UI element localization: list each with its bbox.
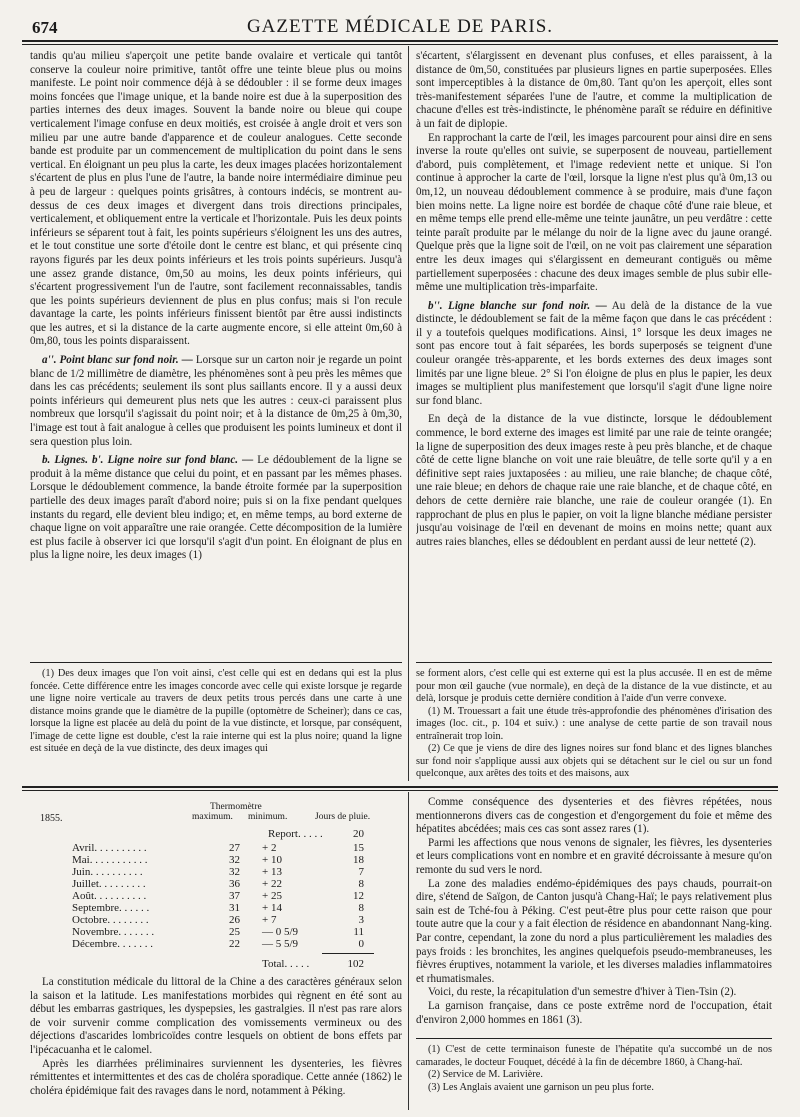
- footnote: (1) Des deux images que l'on voit ainsi, c'est celle qui est en dedans qui est la plus foncée. Cette différence entre les images concorde avec celle qui existe lorsque je regarde une ligne noire verticale au travers de deux petits trous percés dans une carte à une distance moins grande que le diamètre de la pupille (optomètre de Scheiner); dans ce cas, lorsque la ligne est placée au delà du point de la vue distincte, et lorsque, par conséquent, l'image de cette ligne est double, c'est la raie interne qui est la plus noire; quand la ligne est située en deçà de la vue distincte, des deux images qui: [30, 668, 402, 754]
- footnote: (2) Service de M. Larivière.: [428, 1069, 543, 1080]
- min-temp: + 2: [262, 842, 277, 854]
- paragraph: La garnison française, dans ce poste extrême nord de l'occupation, était d'environ 2,000 hommes en 1861 (3).: [416, 999, 772, 1026]
- min-temp: + 22: [262, 878, 282, 890]
- paragraph: Lorsque sur un carton noir je regarde un point blanc de 1/2 millimètre de diamètre, les phénomènes sont à peu près les mêmes que dans les cas précédents; seulement ils sont plus saillants encore. Il y a aussi deux points inférieurs qui demeurent plus nets que les autres : ceux-ci paraissent plus nombreux que lorsqu'il s'agissait du point noir; et à la distance de 0m,25 à 0m,30, l'image est tout à fait analogue à celles que produisent les points lumineux et dont il sera question plus loin.: [30, 354, 402, 448]
- column-divider-lower: [408, 792, 409, 1110]
- table-row: [40, 866, 390, 878]
- footnote: se forment alors, c'est celle qui est externe qui est la plus accusée. Il en est de même pour mon œil gauche (vue normale), en deçà de la distance de la vue distincte, et au delà, lorsque je produis cette dernière condition à l'aide d'un verre convexe.: [416, 668, 772, 704]
- table-total-row: [40, 958, 390, 970]
- subheading: a''. Point blanc sur fond noir. —: [42, 354, 193, 367]
- footnote: (1) M. Trouessart a fait une étude très-approfondie des phénomènes d'irisation des images (loc. cit., p. 104 et suiv.) : une analyse de cette partie de son travail nous entraînerait trop loin.: [416, 705, 772, 742]
- month: Octobre. . . . . . . .: [72, 914, 149, 926]
- paragraph: tandis qu'au milieu s'aperçoit une petite bande ovalaire et verticale qui tantôt conserve la couleur noire primitive, tantôt offre une teinte bleue plus ou moins manifeste. Le point noir commence déjà à se dédoubler : il se forme deux images moins foncées que l'image unique, et la bande noire est due à la superposition des parties internes des deux images. Souvent la bande noire ou bleue qui coupe verticalement l'image confuse en deux moitiés, est croisée à angle droit et vers son milieu par une autre bande d'apparence et de couleur analogues. Cette seconde bande est produite par un commencement de multiplication du point dans le sens vertical. En éloignant un peu plus la carte, les deux images placées horizontalement s'écartent de plus en plus l'une de l'autre, la bande noire intermédiaire diminue peu à peu de largeur : quelques points grisâtres, à contours indécis, se montrent au-dessus de ces deux images et divergent dans trois directions principales, verticalement, et obliquement entre la verticale et l'horizontale. Puis les deux points inférieurs se séparent tout à fait, les points supérieurs s'éloignent les uns des autres, et le tout constitue une sorte d'étoile dont le centre est blanc, et qui présente cinq rayons figurés par les deux points inférieurs et les trois points supérieurs. Jusqu'à une assez grande distance, 0m,50 au moins, les deux points inférieurs, qui s'écartent progressivement l'un de l'autre, sont facilement reconnaissables, tandis que les points supérieurs deviennent de plus en plus confus; mais si l'on recule davantage la carte, les points inférieurs finissent bientôt par être aussi indistincts que les autres, et si la distance de la carte augmente encore, si elle atteint 0m,60 à 0m,80, tous les points disparaissent.: [30, 50, 402, 348]
- month: Août. . . . . . . . . .: [72, 890, 147, 902]
- journal-title: GAZETTE MÉDICALE DE PARIS.: [246, 16, 554, 37]
- min-temp: + 10: [262, 854, 282, 866]
- paragraph: Voici, du reste, la récapitulation d'un semestre d'hiver à Tien-Tsin (2).: [428, 986, 737, 999]
- page-header: [22, 12, 778, 40]
- report-label: Report. . . . .: [268, 828, 323, 840]
- table-year: 1855.: [40, 813, 63, 824]
- month: Novembre. . . . . . .: [72, 926, 155, 938]
- subheading: b'. Ligne noire sur fond blanc. —: [92, 454, 254, 467]
- footnote: (1) C'est de cette terminaison funeste de l'hépatite qu'a succombé un de nos camarades, le docteur Fouquet, décédé à la fin de décembre 1860, à Chang-haï.: [416, 1044, 772, 1068]
- rain-days: 7: [358, 866, 364, 878]
- rain-days: 15: [353, 842, 364, 854]
- paragraph: La constitution médicale du littoral de la Chine a des caractères généraux selon la saison et la latitude. Les manifestations morbides qui règnent en été sont au début les embarras gastriques, les dyspepsies, les gastralgies. Il n'est pas rare alors de voir survenir comme complication des vomissements vermineux ou des déjections d'ascarides lombricoïdes contre lesquels on obtient de bons effets par l'ipécacuanha et le calomel.: [30, 976, 402, 1056]
- table-header-rain: Jours de pluie.: [315, 812, 371, 822]
- header-rule: [22, 40, 778, 42]
- min-temp: + 13: [262, 866, 282, 878]
- max-temp: 25: [229, 926, 240, 938]
- max-temp: 26: [229, 914, 240, 926]
- lower-left-text: [30, 976, 402, 1108]
- rain-days: 11: [353, 926, 364, 938]
- paragraph: En rapprochant la carte de l'œil, les images parcourent pour ainsi dire en sens inverse la route qu'elles ont suivie, se superposent de nouveau, partiellement d'abord, puis complètement, et l'image redevient nette et unique. Si l'on continue à approcher la carte de l'œil, lorsque la ligne n'est plus qu'à 0m,13 ou 0m,12, un nouveau dédoublement commence à se produire, mais d'une façon bien moins nette. La ligne noire est bordée de chaque côté d'une raie bleue, et en même temps elle prend elle-même une teinte jaunâtre, un peu verdâtre : cette teinte paraît produite par le mélange du noir de la ligne avec du jaune orangé. Quelque près que la ligne soit de l'œil, on ne voit pas clairement une séparation entre les deux images qui s'élargissent en demeurant contiguës ou même partiellement superposées : chacune des deux images semble de plus subir elle-même une multiplication très-imparfaite.: [416, 131, 772, 294]
- total-value: 102: [347, 958, 364, 970]
- right-footnotes: [416, 668, 772, 782]
- table-header-min: minimum.: [248, 812, 288, 822]
- max-temp: 32: [229, 854, 240, 866]
- rain-days: 3: [358, 914, 364, 926]
- table-report-row: [40, 828, 390, 840]
- min-temp: — 0 5/9: [262, 926, 299, 938]
- footnote: (2) Ce que je viens de dire des lignes noires sur fond blanc et des lignes blanches sur fond noir s'applique aussi aux objets qui se détachent sur le ciel ou sur un fond quelconque, aux arêtes des toits et des maisons, aux: [416, 743, 772, 779]
- paragraph: Après les diarrhées préliminaires surviennent les dysenteries, les fièvres rémittentes et intermittentes et des cas de choléra sporadique. Cette année (1862) le choléra épidémique fait des ravages dans le nord, notamment à Péking.: [30, 1057, 402, 1097]
- min-temp: + 14: [262, 902, 282, 914]
- min-temp: + 25: [262, 890, 282, 902]
- table-row: [40, 842, 390, 854]
- paragraph: Le dédoublement de la ligne se produit à la même distance que celui du point, et en passant par les mêmes phases. Lorsque le dédoublement commence, la bande étroite formée par la superposition partielle des deux images paraît d'abord noire; puis si on la fixe pendant quelques instants du regard, elle devient bleu indigo; et, en même temps, au bord externe de chaque ligne on voit apparaître une raie orangée. Cette décomposition de la lumière est plus facile à observer ici que lorsqu'il s'agit d'un point. En éloignant de plus en plus la ligne noire, les deux images (1): [30, 454, 402, 562]
- footnote-rule: [30, 662, 402, 663]
- footnote-rule: [416, 662, 772, 663]
- section-rule-thin: [22, 790, 778, 791]
- table-header-thermometer: Thermomètre: [210, 802, 262, 812]
- paragraph: Au delà de la distance de la vue distincte, le dédoublement se fait de la même façon que dans le cas précédent : il y a toutefois quelques modifications. Ainsi, 1° lorsque les deux images ne sont pas encore tout à fait séparées, les bords superposés se teignent d'une couleur orangée très-apparente, et les bords externes des deux images sont limités par une ligne bleue. 2° Si l'on éloigne de plus en plus le papier, les deux images se multiplient plus manifestement que lorsqu'il s'agit d'une ligne noire sur fond blanc.: [416, 299, 772, 407]
- rain-days: 8: [358, 878, 364, 890]
- table-row: [40, 854, 390, 866]
- rain-days: 18: [353, 854, 364, 866]
- min-temp: + 7: [262, 914, 277, 926]
- header-rule-thin: [22, 44, 778, 45]
- report-value: 20: [353, 828, 364, 840]
- rain-days: 0: [358, 938, 364, 950]
- rain-days: 12: [353, 890, 364, 902]
- table-header-max: maximum.: [192, 812, 233, 822]
- total-rule: [322, 953, 374, 954]
- left-footnotes: [30, 668, 402, 782]
- max-temp: 32: [229, 866, 240, 878]
- month: Décembre. . . . . . .: [72, 938, 153, 950]
- month: Mai. . . . . . . . . . .: [72, 854, 148, 866]
- rain-days: 8: [358, 902, 364, 914]
- table-row: [40, 890, 390, 902]
- max-temp: 22: [229, 938, 240, 950]
- paragraph: En deçà de la distance de la vue distincte, lorsque le dédoublement commence, le bord externe des images est limité par une raie de teinte orangée; la ligne de superposition des deux images reste à peu près blanche, et de chaque côté de cette ligne blanche on voit une raie bleuâtre, de telle sorte qu'il y a en définitive sept raies juxtaposées : au milieu, une raie blanche; de chaque côté, une raie bleue; en dehors de chaque raie une raie blanche, et de chaque côté, en dehors de cette dernière raie blanche, une raie de couleur orangée (1). En rapprochant de plus en plus le papier, on voit la ligne blanche médiane persister jusqu'au voisinage de l'œil en devenant de moins en moins nette; quant aux autres raies blanches, elles se dédoublent en perdant aussi de leur netteté (2).: [416, 413, 772, 548]
- paragraph: Comme conséquence des dysenteries et des fièvres répétées, nous mentionnerons divers cas de congestion et d'engorgement du foie et même des hépatites abcédées; mais ces cas sont assez rares (1).: [416, 796, 772, 836]
- month: Septembre. . . . . .: [72, 902, 150, 914]
- column-divider: [408, 46, 409, 781]
- max-temp: 31: [229, 902, 240, 914]
- total-label: Total. . . . .: [262, 958, 310, 970]
- table-row: [40, 926, 390, 938]
- table-row: [40, 914, 390, 926]
- max-temp: 36: [229, 878, 240, 890]
- page-number: 674: [32, 18, 58, 37]
- paragraph: s'écartent, s'élargissent en devenant plus confuses, et elles paraissent, à la distance de 0m,50, constituées par plusieurs lignes en partie superposées. Elles sont imperceptibles à la distance de 0m,80. Tant qu'on les aperçoit, elles sont très-manifestement séparées l'une de l'autre, et comme la multiplication de chacune d'elles est très-indistincte, le phénomène paraît se réduire en définitive à un fait de diplopie.: [416, 50, 772, 130]
- lower-right-text: [416, 796, 772, 1028]
- footnote: (3) Les Anglais avaient une garnison un peu plus forte.: [428, 1081, 654, 1093]
- month: Juin. . . . . . . . . .: [72, 866, 143, 878]
- paragraph: La zone des maladies endémo-épidémiques des pays chauds, pourrait-on dire, s'étend de Saïgon, de Canton jusqu'à Chang-Haï; le pays relativement plus sain est de Tché-fou à Péking. C'est peut-être plus pour cette raison que pour toute autre que la cour y a fait élection de résidence en abandonnant Nang-king. Par contre, cependant, la zone du nord a plus particulièrement les maladies des pays froids : les bronchites, les angines quelquefois pseudo-membraneuses, les fièvres éruptives, notamment la variole, et les diverses maladies inflammatoires et rhumatismales.: [416, 877, 772, 985]
- lower-footnotes: [416, 1044, 772, 1112]
- subheading: b''. Ligne blanche sur fond noir. —: [428, 299, 607, 312]
- left-column: [30, 50, 402, 650]
- section-rule: [22, 786, 778, 788]
- paragraph: Parmi les affections que nous venons de signaler, les fièvres, les dysenteries et leurs complications vont en nombre et en gravité décroissante à mesure qu'on remonte du sud vers le nord.: [416, 836, 772, 876]
- month: Avril. . . . . . . . . .: [72, 842, 147, 854]
- month: Juillet. . . . . . . . .: [72, 878, 146, 890]
- table-row: [40, 902, 390, 914]
- table-row: [40, 938, 390, 950]
- max-temp: 37: [229, 890, 240, 902]
- min-temp: — 5 5/9: [262, 938, 299, 950]
- max-temp: 27: [229, 842, 240, 854]
- table-row: [40, 878, 390, 890]
- section-heading: b. Lignes.: [42, 454, 88, 467]
- footnote-rule-lower: [416, 1038, 772, 1039]
- right-column: [416, 50, 772, 650]
